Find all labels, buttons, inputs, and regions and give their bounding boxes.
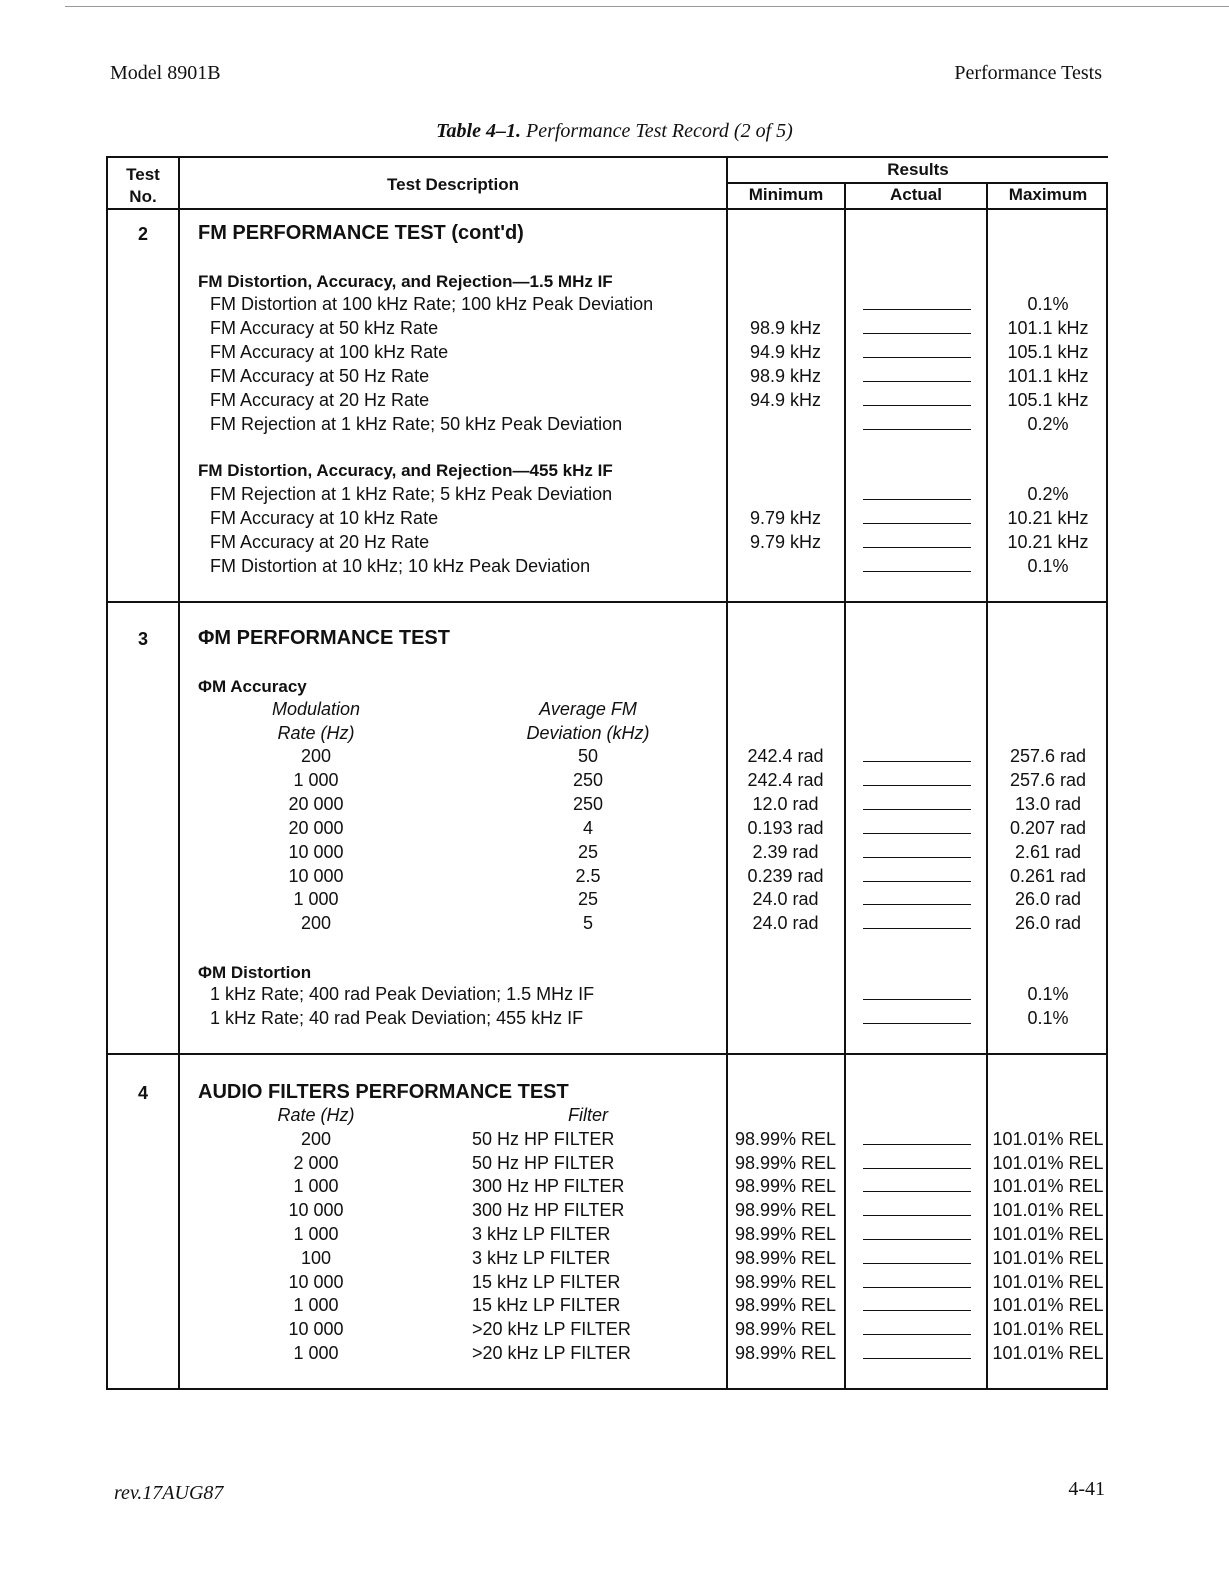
row-description: FM Accuracy at 100 kHz Rate: [210, 342, 449, 362]
row-minimum: 98.99% REL: [734, 1319, 837, 1339]
table-row: [108, 818, 1106, 842]
actual-blank: [863, 809, 971, 810]
test-number: 4: [137, 1083, 148, 1103]
group-title: FM Distortion, Accuracy, and Rejection—455 kHz IF: [198, 461, 613, 480]
actual-blank: [863, 1334, 971, 1335]
row-minimum: 98.99% REL: [734, 1272, 837, 1292]
row-minimum: 9.79 kHz: [749, 508, 822, 528]
row-minimum: 98.99% REL: [734, 1176, 837, 1196]
row-maximum: 101.1 kHz: [1007, 318, 1089, 338]
row-description: FM Accuracy at 50 kHz Rate: [210, 318, 439, 338]
section-title: AUDIO FILTERS PERFORMANCE TEST: [198, 1081, 569, 1103]
row-rate: 200: [300, 746, 332, 766]
row-minimum: 0.193 rad: [747, 818, 824, 838]
actual-blank: [863, 857, 971, 858]
row-filter: 3 kHz LP FILTER: [472, 1224, 611, 1244]
actual-blank: [863, 429, 971, 430]
caption-label: Table 4–1.: [436, 120, 521, 142]
row-minimum: 242.4 rad: [747, 746, 824, 766]
table-row: [108, 842, 1106, 866]
caption-title: Performance Test Record (2 of 5): [526, 120, 793, 142]
actual-blank: [863, 1168, 971, 1169]
group-title: ΦM Accuracy: [198, 677, 307, 696]
actual-blank: [863, 785, 971, 786]
table-row: [108, 866, 1106, 890]
row-deviation: 4: [582, 818, 593, 838]
row-maximum: 105.1 kHz: [1007, 390, 1089, 410]
row-description: FM Rejection at 1 kHz Rate; 5 kHz Peak Deviation: [210, 484, 613, 504]
actual-blank: [863, 1023, 971, 1024]
table-row: [108, 1176, 1106, 1200]
top-rule: [65, 6, 1229, 7]
row-rate: 1 000: [293, 770, 339, 790]
row-filter: 15 kHz LP FILTER: [472, 1272, 621, 1292]
actual-blank: [863, 1144, 971, 1145]
table-caption: [0, 120, 1229, 143]
row-maximum: 101.01% REL: [992, 1224, 1104, 1244]
table-row: [108, 1295, 1106, 1319]
row-deviation: 250: [572, 794, 604, 814]
row-maximum: 0.2%: [1027, 484, 1069, 504]
row-minimum: 9.79 kHz: [749, 532, 822, 552]
row-filter: 300 Hz HP FILTER: [472, 1176, 625, 1196]
row-description: FM Accuracy at 20 Hz Rate: [210, 390, 430, 410]
row-rate: 20 000: [288, 818, 344, 838]
row-rate: 1 000: [293, 1343, 339, 1363]
table-row: [108, 913, 1106, 937]
actual-blank: [863, 1191, 971, 1192]
results-divider: [726, 182, 1106, 184]
row-maximum: 257.6 rad: [1009, 746, 1087, 766]
actual-blank: [863, 999, 971, 1000]
col-actual: Actual: [890, 185, 942, 204]
row-maximum: 101.01% REL: [992, 1200, 1104, 1220]
header-model: Model 8901B: [110, 62, 221, 84]
row-maximum: 0.261 rad: [1009, 866, 1087, 886]
table-row: [108, 556, 1106, 580]
table-row: [108, 770, 1106, 794]
row-minimum: 98.99% REL: [734, 1295, 837, 1315]
row-deviation: 25: [577, 889, 599, 909]
subheader-deviation: Deviation (kHz): [526, 723, 650, 743]
row-rate: 10 000: [288, 1272, 344, 1292]
subheader-rate: Rate (Hz): [277, 723, 355, 743]
actual-blank: [863, 1263, 971, 1264]
table-row: [108, 414, 1106, 438]
table-row: [108, 508, 1106, 532]
row-minimum: 98.99% REL: [734, 1129, 837, 1149]
column-subheader: [108, 699, 1106, 723]
actual-blank: [863, 904, 971, 905]
row-minimum: 98.9 kHz: [749, 366, 822, 386]
actual-blank: [863, 928, 971, 929]
row-minimum: 2.39 rad: [752, 842, 819, 862]
row-minimum: 94.9 kHz: [749, 390, 822, 410]
row-description: FM Distortion at 100 kHz Rate; 100 kHz Peak Deviation: [210, 294, 654, 314]
table-row: [108, 984, 1106, 1008]
table-row: [108, 532, 1106, 556]
table-row: [108, 484, 1106, 508]
row-maximum: 0.207 rad: [1009, 818, 1087, 838]
row-maximum: 257.6 rad: [1009, 770, 1087, 790]
row-maximum: 101.01% REL: [992, 1153, 1104, 1173]
row-description: 1 kHz Rate; 40 rad Peak Deviation; 455 kHz IF: [210, 1008, 584, 1028]
actual-blank: [863, 523, 971, 524]
row-minimum: 98.99% REL: [734, 1153, 837, 1173]
row-maximum: 0.1%: [1027, 556, 1069, 576]
row-minimum: 98.99% REL: [734, 1343, 837, 1363]
column-subheader: [108, 1105, 1106, 1129]
row-filter: >20 kHz LP FILTER: [472, 1319, 631, 1339]
row-deviation: 50: [577, 746, 599, 766]
col-test-no-line2: No.: [129, 187, 157, 206]
row-description: FM Accuracy at 20 Hz Rate: [210, 532, 430, 552]
row-maximum: 10.21 kHz: [1007, 508, 1089, 528]
row-minimum: 12.0 rad: [752, 794, 819, 814]
row-filter: 50 Hz HP FILTER: [472, 1153, 615, 1173]
table-row: [108, 1319, 1106, 1343]
row-maximum: 13.0 rad: [1014, 794, 1082, 814]
table-row: [108, 1153, 1106, 1177]
subheader-rate: Modulation: [271, 699, 361, 719]
table-row: [108, 318, 1106, 342]
column-subheader: [108, 723, 1106, 747]
row-minimum: 242.4 rad: [747, 770, 824, 790]
row-description: FM Distortion at 10 kHz; 10 kHz Peak Deviation: [210, 556, 591, 576]
row-maximum: 101.01% REL: [992, 1295, 1104, 1315]
actual-blank: [863, 833, 971, 834]
row-rate: 2 000: [293, 1153, 339, 1173]
group-title: ΦM Distortion: [198, 963, 312, 982]
row-maximum: 0.1%: [1027, 1008, 1069, 1028]
actual-blank: [863, 1215, 971, 1216]
test-number: 2: [137, 224, 148, 244]
table-row: [108, 1200, 1106, 1224]
col-test-no-line1: Test: [126, 165, 160, 184]
row-rate: 10 000: [288, 842, 344, 862]
row-minimum: 24.0 rad: [752, 889, 819, 909]
actual-blank: [863, 357, 971, 358]
row-maximum: 101.01% REL: [992, 1176, 1104, 1196]
row-minimum: 98.99% REL: [734, 1224, 837, 1244]
row-maximum: 0.2%: [1027, 414, 1069, 434]
row-minimum: 98.99% REL: [734, 1200, 837, 1220]
col-description: Test Description: [387, 175, 519, 194]
row-maximum: 26.0 rad: [1014, 913, 1082, 933]
section-title: FM PERFORMANCE TEST (cont'd): [198, 222, 524, 244]
row-description: FM Accuracy at 10 kHz Rate: [210, 508, 439, 528]
section-title: ΦM PERFORMANCE TEST: [198, 627, 450, 649]
table-row: [108, 342, 1106, 366]
row-maximum: 101.1 kHz: [1007, 366, 1089, 386]
table-row: [108, 1248, 1106, 1272]
row-minimum: 98.9 kHz: [749, 318, 822, 338]
table-row: [108, 1272, 1106, 1296]
actual-blank: [863, 1287, 971, 1288]
section-divider: [108, 1053, 1106, 1055]
actual-blank: [863, 405, 971, 406]
subheader-filter: Filter: [568, 1105, 608, 1125]
col-minimum: Minimum: [748, 185, 824, 204]
row-description: FM Rejection at 1 kHz Rate; 50 kHz Peak Deviation: [210, 414, 623, 434]
actual-blank: [863, 333, 971, 334]
row-rate: 100: [300, 1248, 332, 1268]
table-row: [108, 889, 1106, 913]
actual-blank: [863, 1358, 971, 1359]
actual-blank: [863, 881, 971, 882]
row-maximum: 101.01% REL: [992, 1272, 1104, 1292]
row-deviation: 5: [582, 913, 593, 933]
row-minimum: 98.99% REL: [734, 1248, 837, 1268]
row-rate: 200: [300, 1129, 332, 1149]
performance-test-table: [106, 156, 1108, 1390]
row-filter: 50 Hz HP FILTER: [472, 1129, 615, 1149]
test-number: 3: [137, 629, 148, 649]
actual-blank: [863, 499, 971, 500]
revision-date: rev.17AUG87: [114, 1482, 224, 1504]
row-deviation: 25: [577, 842, 599, 862]
row-filter: 3 kHz LP FILTER: [472, 1248, 611, 1268]
row-minimum: 24.0 rad: [752, 913, 819, 933]
table-row: [108, 366, 1106, 390]
row-description: 1 kHz Rate; 400 rad Peak Deviation; 1.5 MHz IF: [210, 984, 595, 1004]
row-maximum: 105.1 kHz: [1007, 342, 1089, 362]
header-section: Performance Tests: [954, 62, 1102, 84]
actual-blank: [863, 1310, 971, 1311]
row-maximum: 101.01% REL: [992, 1343, 1104, 1363]
row-description: FM Accuracy at 50 Hz Rate: [210, 366, 430, 386]
row-minimum: 94.9 kHz: [749, 342, 822, 362]
row-rate: 10 000: [288, 1200, 344, 1220]
row-rate: 1 000: [293, 1224, 339, 1244]
page-number: 4-41: [1068, 1478, 1105, 1500]
actual-blank: [863, 761, 971, 762]
actual-blank: [863, 1239, 971, 1240]
row-maximum: 101.01% REL: [992, 1319, 1104, 1339]
col-results: Results: [887, 160, 949, 179]
row-maximum: 26.0 rad: [1014, 889, 1082, 909]
subheader-deviation: Average FM: [539, 699, 637, 719]
row-deviation: 2.5: [575, 866, 601, 886]
subheader-rate: Rate (Hz): [277, 1105, 355, 1125]
table-row: [108, 390, 1106, 414]
table-row: [108, 294, 1106, 318]
actual-blank: [863, 571, 971, 572]
actual-blank: [863, 309, 971, 310]
header-bottom-rule: [108, 208, 1106, 210]
row-rate: 10 000: [288, 1319, 344, 1339]
table-row: [108, 794, 1106, 818]
table-row: [108, 1224, 1106, 1248]
table-row: [108, 1008, 1106, 1032]
row-rate: 1 000: [293, 1295, 339, 1315]
row-rate: 10 000: [288, 866, 344, 886]
table-row: [108, 1343, 1106, 1367]
actual-blank: [863, 381, 971, 382]
actual-blank: [863, 547, 971, 548]
row-maximum: 101.01% REL: [992, 1248, 1104, 1268]
group-title: FM Distortion, Accuracy, and Rejection—1.5 MHz IF: [198, 272, 613, 291]
row-filter: >20 kHz LP FILTER: [472, 1343, 631, 1363]
row-rate: 1 000: [293, 889, 339, 909]
row-rate: 1 000: [293, 1176, 339, 1196]
table-row: [108, 1129, 1106, 1153]
col-maximum: Maximum: [1008, 185, 1088, 204]
row-filter: 15 kHz LP FILTER: [472, 1295, 621, 1315]
row-maximum: 10.21 kHz: [1007, 532, 1089, 552]
row-rate: 200: [300, 913, 332, 933]
row-maximum: 0.1%: [1027, 294, 1069, 314]
row-maximum: 0.1%: [1027, 984, 1069, 1004]
row-maximum: 101.01% REL: [992, 1129, 1104, 1149]
row-maximum: 2.61 rad: [1014, 842, 1082, 862]
row-rate: 20 000: [288, 794, 344, 814]
col-test-no: [108, 164, 178, 208]
row-filter: 300 Hz HP FILTER: [472, 1200, 625, 1220]
section-divider: [108, 601, 1106, 603]
row-minimum: 0.239 rad: [747, 866, 824, 886]
row-deviation: 250: [572, 770, 604, 790]
table-row: [108, 746, 1106, 770]
